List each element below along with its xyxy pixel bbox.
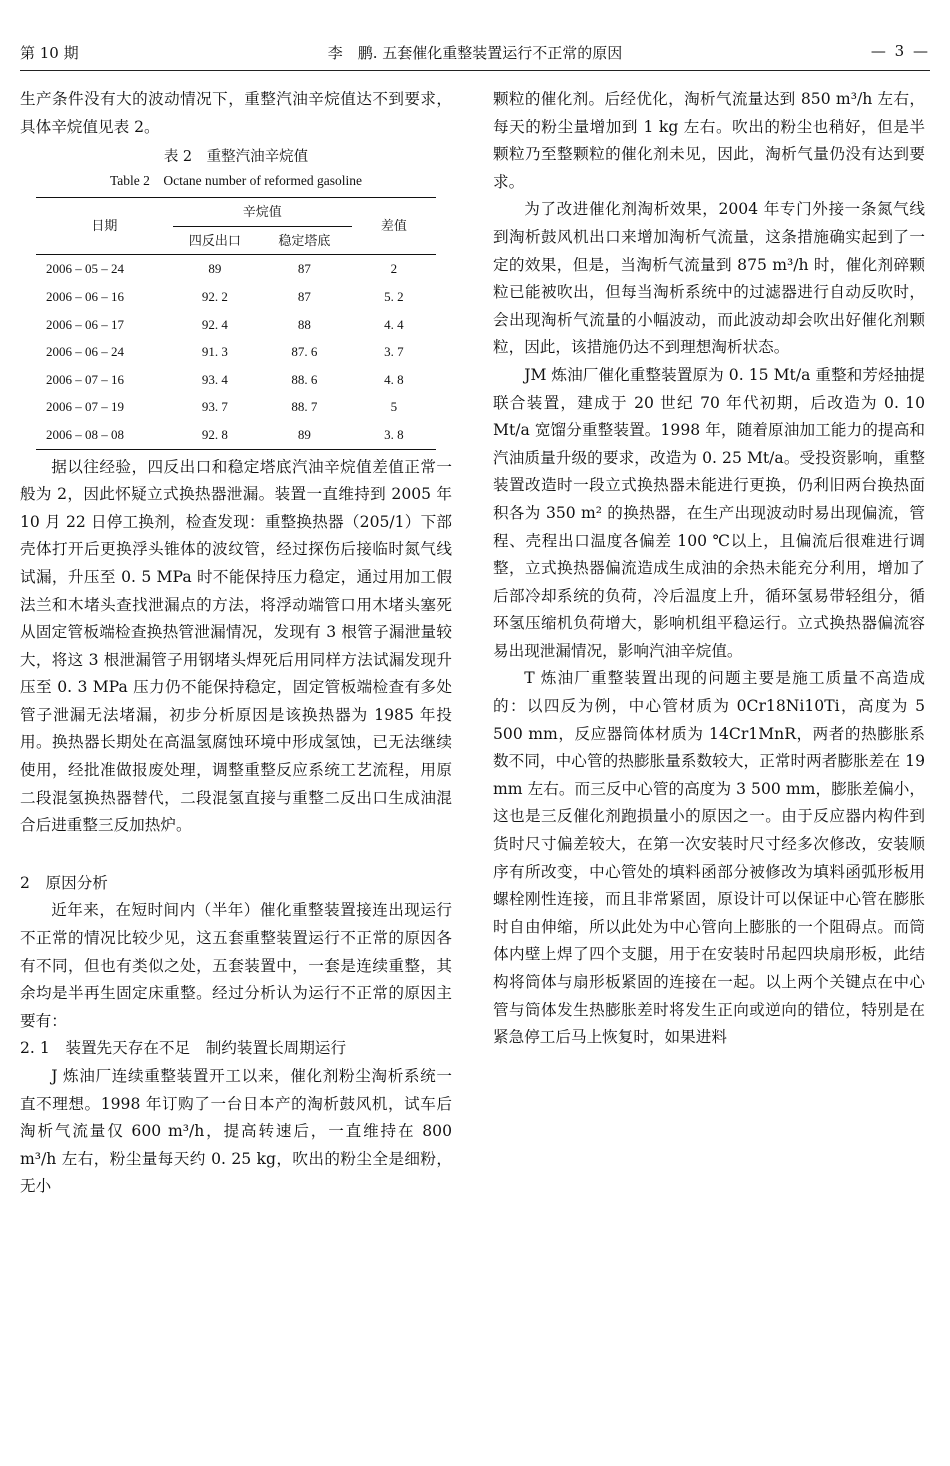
table-caption-en: Table 2 Octane number of reformed gasoline — [109, 173, 363, 189]
paragraph-elutriation-cont: 颗粒的催化剂。后经优化，淘析气流量达到 850 m³/h 左右，每天的粉尘量增加到 1 kg 左右。吹出的粉尘也稍好，但是半颗粒乃至整颗粒的催化剂未见，因此，淘析气量仍没有达到要求。 — [493, 90, 925, 191]
cell-date: 2006 – 06 – 16 — [46, 288, 124, 304]
cell-reactor4-outlet: 92. 8 — [173, 421, 257, 449]
paragraph-jm-refinery: JM 炼油厂催化重整装置原为 0. 15 Mt/a 重整和芳烃抽提联合装置，建成于 20 世纪 70 年代初期，后改造为 0. 10 Mt/a 宽馏分重整装置。1998 年，随着原油加工能力的提高和汽油质量升级的要求，改造为 0. 25 Mt/a。受投资影响，重整装置改造时一段立式换热器未能进行更换，仍利旧两台换热面积各为 350 m² 的换热器，在生产出现波动时易出现偏流，管程、壳程出口温度各偏差 100 ℃以上，且偏流后很难进行调整，立式换热器偏流造成生成油的余热未能充分利用，增加了后部冷却系统的负荷，冷后温度上升，循环氢易带轻组分，循环氢压缩机负荷增大，影响机组平稳运行。立式换热器偏流容易出现泄漏情况，影响汽油辛烷值。 — [493, 365, 925, 660]
table-row — [36, 338, 436, 366]
table-row — [36, 311, 436, 339]
cell-reactor4-outlet: 92. 2 — [201, 288, 228, 304]
issue-number: 第 10 期 — [20, 44, 79, 62]
paragraph-cause-overview: 近年来，在短时间内（半年）催化重整装置接连出现运行不正常的情况比较少见，这五套重整装置运行不正常的原因各有不同，但也有类似之处，五套装置中，一套是连续重整，其余均是半再生固定床重整。经过分析认为运行不正常的原因主要有： — [20, 901, 452, 1030]
cell-stabilizer-bottom: 87 — [297, 261, 311, 277]
right-column — [493, 86, 925, 1052]
cell-diff: 5. 2 — [384, 288, 404, 304]
header-rule — [20, 70, 930, 71]
cell-stabilizer-bottom: 87 — [297, 288, 311, 304]
cell-stabilizer-bottom: 89 — [257, 421, 352, 449]
cell-date: 2006 – 07 – 19 — [46, 399, 124, 415]
cell-date: 2006 – 07 – 16 — [46, 371, 124, 387]
running-header — [20, 42, 930, 68]
col-header-reactor4-outlet: 四反出口 — [173, 226, 257, 255]
paragraph-nitrogen-line: 为了改进催化剂淘析效果，2004 年专门外接一条氮气线到淘析鼓风机出口来增加淘析气流量，这条措施确实起到了一定的效果，但是，当淘析气流量到 875 m³/h 时，催化剂碎颗粒已能被吹出，但每当淘析系统中的过滤器进行自动反吹时，会出现淘析气流量的小幅波动，而此波动却会吹出好催化剂颗粒，因此，该措施仍达不到理想淘析状态。 — [493, 200, 925, 357]
table-row — [36, 393, 436, 421]
col-header-diff: 差值 — [352, 198, 436, 255]
cell-date: 2006 – 05 – 24 — [46, 261, 124, 277]
col-header-octane: 辛烷值 — [173, 198, 352, 227]
table-row — [36, 255, 436, 283]
cell-stabilizer-bottom: 88 — [297, 316, 311, 332]
paragraph-t-refinery: T 炼油厂重整装置出现的问题主要是施工质量不高造成的：以四反为例，中心管材质为 0Cr18Ni10Ti，高度为 5 500 mm，反应器筒体材质为 14Cr1MnR，两者的热膨胀系数不同，中心管的热膨胀量系数较大，正常时两者膨胀差在 19 mm 左右。而三反中心管的高度为 3 500 mm，膨胀差偏小，这也是三反催化剂跑损量小的原因之一。由于反应器内构件到货时尺寸偏差较大，在第一次安装时尺寸经多次修改，安装顺序有所改变，中心管处的填料函部分被修改为填料函弧形板用螺栓刚性连接，而且非常紧固，原设计可以保证中心管在膨胀时自由伸缩，所以此处为中心管向上膨胀的一个阻碍点。而筒体内壁上焊了四个支腿，用于在安装时吊起四块扇形板，此结构将筒体与扇形板紧固的连接在一起。以上两个关键点在中心管与筒体发生热膨胀差时将发生正向或逆向的错位，特别是在紧急停工后马上恢复时，如果进料 — [493, 669, 925, 1047]
section-2-heading: 2 原因分析 — [20, 873, 108, 892]
table-row — [36, 283, 436, 311]
paragraph-leak-analysis: 据以往经验，四反出口和稳定塔底汽油辛烷值差值正常一般为 2，因此怀疑立式换热器泄漏。装置一直维持到 2005 年 10 月 22 日停工换剂，检查发现：重整换热器（205/1）下部壳体打开后更换浮头锥体的波纹管，经过探伤后接临时氮气线试漏，升压至 0. 5 MPa 时不能保持压力稳定，通过用加工假法兰和木堵头查找泄漏点的方法，将浮动端管口用木堵头塞死从固定管板端检查换热管泄漏情况，发现有 3 根管子漏泄量较大，将这 3 根泄漏管子用钢堵头焊死后用同样方法试漏发现升压至 0. 3 MPa 压力仍不能保持稳定，固定管板端检查有多处管子泄漏无法堵漏，初步分析原因是该换热器为 1985 年投用。换热器长期处在高温氢腐蚀环境中形成氢蚀，已无法继续使用，经批准做报废处理，调整重整反应系统工艺流程，用原二段混氢换热器替代，二段混氢直接与重整二反出口生成油混合后进重整三反加热炉。 — [20, 457, 452, 835]
cell-diff: 4. 8 — [384, 371, 404, 387]
cell-diff: 4. 4 — [384, 316, 404, 332]
cell-diff: 3. 7 — [384, 344, 404, 360]
paragraph-j-refinery: J 炼油厂连续重整装置开工以来，催化剂粉尘淘析系统一直不理想。1998 年订购了一台日本产的淘析鼓风机，试车后淘析气流量仅 600 m³/h，提高转速后，一直维持在 800 m³/h 左右，粉尘量每天约 0. 25 kg，吹出的粉尘全是细粉，无小 — [20, 1067, 452, 1196]
section-2-1-heading: 2. 1 装置先天存在不足 制约装置长周期运行 — [20, 1039, 347, 1058]
page-number: — 3 — — [870, 42, 930, 60]
col-header-date: 日期 — [36, 198, 173, 255]
running-title: 李 鹏. 五套催化重整装置运行不正常的原因 — [327, 44, 623, 62]
cell-reactor4-outlet: 89 — [208, 261, 222, 277]
col-header-stabilizer-bottom: 稳定塔底 — [257, 226, 352, 255]
cell-reactor4-outlet: 93. 7 — [201, 399, 228, 415]
cell-diff: 2 — [390, 261, 398, 277]
cell-date: 2006 – 08 – 08 — [36, 421, 173, 449]
cell-stabilizer-bottom: 88. 7 — [291, 399, 318, 415]
intro-paragraph: 生产条件没有大的波动情况下，重整汽油辛烷值达不到要求，具体辛烷值见表 2。 — [20, 90, 452, 136]
cell-reactor4-outlet: 93. 4 — [201, 371, 228, 387]
cell-diff: 3. 8 — [352, 421, 436, 449]
cell-reactor4-outlet: 91. 3 — [201, 344, 228, 360]
cell-diff: 5 — [390, 399, 398, 415]
octane-table — [36, 197, 436, 449]
cell-stabilizer-bottom: 88. 6 — [291, 371, 318, 387]
cell-date: 2006 – 06 – 17 — [46, 316, 124, 332]
table-caption-cn: 表 2 重整汽油辛烷值 — [163, 149, 309, 166]
cell-reactor4-outlet: 92. 4 — [201, 316, 228, 332]
table-row — [36, 421, 436, 449]
left-column — [20, 86, 452, 1201]
table-row — [36, 366, 436, 394]
cell-date: 2006 – 06 – 24 — [46, 344, 124, 360]
cell-stabilizer-bottom: 87. 6 — [291, 344, 318, 360]
